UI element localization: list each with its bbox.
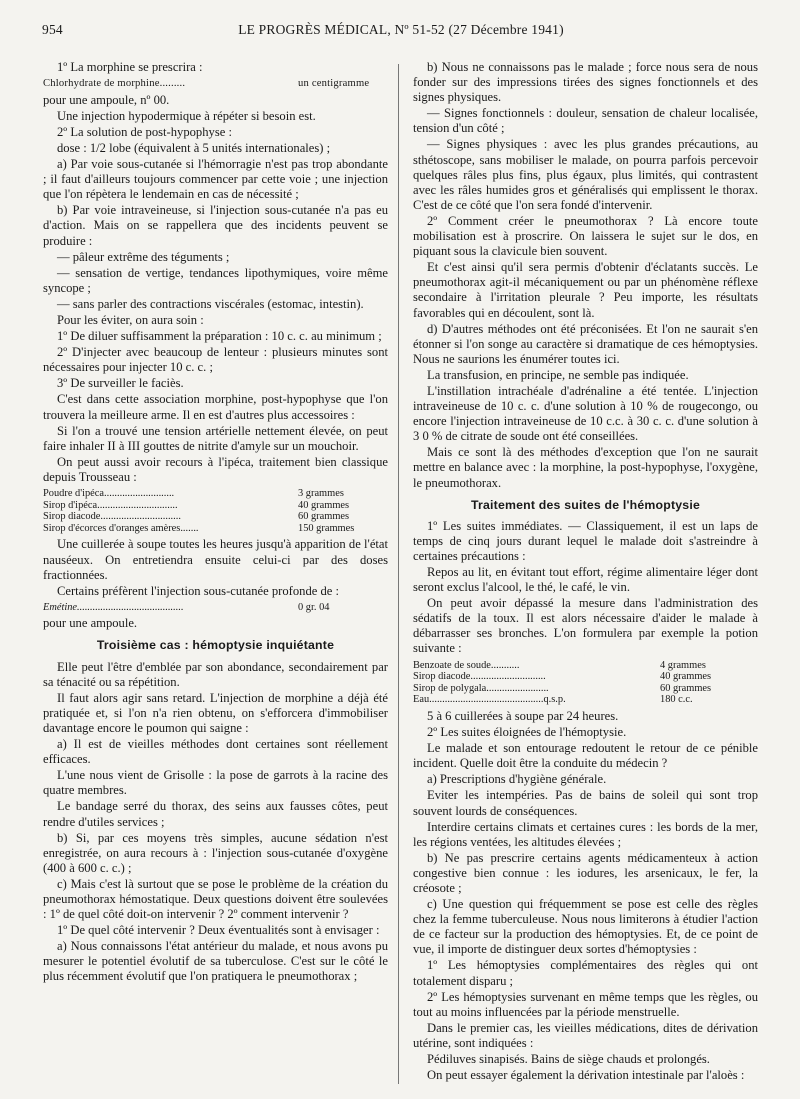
paragraph: b) Si, par ces moyens très simples, aucune sédation n'est enregistrée, on aura recours à : l'injection sous-cutanée d'oxygène (400 à 600 c. c.) ; [43,830,388,875]
prescription-name: Sirop diacode............................... [43,511,181,523]
paragraph: a) Il est de vieilles méthodes dont certaines sont réellement efficaces. [43,737,388,767]
paragraph: Certains préfèrent l'injection sous-cutanée profonde de : [57,583,340,598]
paragraph: 1º Les hémoptysies complémentaires des règles qui ont totalement disparu ; [413,958,758,988]
paragraph: 2º Les hémoptysies survenant en même temps que les règles, ou tout au moins influencées par la période menstruelle. [413,989,758,1019]
prescription-line [43,500,388,512]
paragraph: Le malade et son entourage redoutent le retour de ce pénible incident. Quelle doit être la conduite du médecin ? [413,741,758,771]
paragraph: Une injection hypodermique à répéter si besoin est. [57,108,316,123]
paragraph: c) Une question qui fréquemment se pose est celle des règles chez la femme tuberculeuse. Nous nous limiterons à étudier l'action de ce facteur sur la production des hémoptysies. Et, de ce point de vue, il importe de distinguer deux sortes d'hémoptysies : [413,897,758,957]
prescription-name: Sirop de polygala........................ [413,682,549,694]
paragraph: d) D'autres méthodes ont été préconisées. Et l'on ne saurait s'en étonner si l'on songe au caractère si dramatique de ces hémoptysies. Nous ne saurions les énumérer toutes ici. [413,321,758,366]
paragraph: Il faut alors agir sans retard. L'injection de morphine a déjà été pratiquée et, si l'on n'a rien obtenu, on s'efforcera d'immobiliser davantage encore le poumon qui saigne : [43,690,388,735]
paragraph: c) Mais c'est là surtout que se pose le problème de la création du pneumothorax hémostatique. Deux questions doivent être soulevées : 1º de quel côté doit-on intervenir ? 2º comment intervenir ? [43,876,388,922]
left-column [43,60,388,1090]
prescription-potion [413,660,758,706]
paragraph: 3º De surveiller le faciès. [57,376,184,391]
prescription-qty: 60 grammes [660,682,712,694]
paragraph: 2º La solution de post-hypophyse : [57,124,232,139]
prescription-ipeca [43,488,388,534]
prescription-line [43,523,388,535]
paragraph: 5 à 6 cuillerées à soupe par 24 heures. [427,708,619,723]
paragraph: pour une ampoule. [43,616,138,631]
paragraph: b) Nous ne connaissons pas le malade ; force nous sera de nous fonder sur des impressions tirées des signes fonctionnels et des signes physiques. [413,60,758,105]
prescription-morphine [43,78,388,90]
prescription-qty: 40 grammes [298,499,350,511]
prescription-line [413,671,758,683]
prescription-line [43,78,388,90]
prescription-name: Eau............................................q.s.p. [413,694,566,706]
paragraph: 2º D'injecter avec beaucoup de lenteur : plusieurs minutes sont nécessaires pour injecter 10 c. c. ; [43,345,388,375]
paragraph: Et c'est ainsi qu'il sera permis d'obtenir d'éclatants succès. Le pneumothorax agit-il mécaniquement ou par un phénomène réflexe secondaire à l'irritation pleurale ? Peu importe, les résultats favorables qui en découlent, sont là. [413,260,758,320]
prescription-qty: 4 grammes [660,659,706,671]
prescription-name: Emétine......................................... [43,601,184,613]
paragraph: 1º La morphine se prescrira : [57,60,203,74]
paragraph: Une cuillerée à soupe toutes les heures jusqu'à apparition de l'état nauséeux. On entretiendra ensuite celui-ci par des doses fractionnées. [43,537,388,582]
paragraph: pour une ampoule, nº 00. [43,92,170,107]
prescription-line [43,602,388,614]
paragraph: Pour les éviter, on aura soin : [57,313,204,327]
prescription-name: Sirop diacode............................. [413,671,546,683]
paragraph: L'une nous vient de Grisolle : la pose de garrots à la racine des quatre membres. [43,768,388,798]
column-divider [398,64,399,1084]
paragraph: Le bandage serré du thorax, des seins aux fausses côtes, peut rendre d'utiles services ; [43,799,388,829]
prescription-qty: 40 grammes [660,671,712,683]
paragraph: b) Ne pas prescrire certains agents médicamenteux à action congestive bien connue : les iodures, les arsenicaux, le fer, la créosote ; [413,850,758,895]
prescription-name: Sirop d'écorces d'oranges amères....... [43,522,199,534]
paragraph: On peut aussi avoir recours à l'ipéca, traitement bien classique depuis Trousseau : [43,454,388,484]
prescription-qty: un centigramme [298,78,370,90]
prescription-line [413,694,758,706]
paragraph: Dans le premier cas, les vieilles médications, dites de dérivation utérine, sont indiquées : [413,1020,758,1050]
prescription-emetine [43,602,388,614]
running-title: LE PROGRÈS MÉDICAL, Nº 51-52 (27 Décembre 1941) [238,22,564,37]
paragraph: Si l'on a trouvé une tension artérielle nettement élevée, on peut faire inhaler II à III gouttes de nitrite d'amyle sur un mouchoir. [43,423,388,453]
paragraph: Eviter les intempéries. Pas de bains de soleil qui sont trop souvent lourds de conséquences. [413,788,758,818]
paragraph: 1º De quel côté intervenir ? Deux éventualités sont à envisager : [57,923,380,938]
paragraph: 2º Comment créer le pneumothorax ? Là encore toute mobilisation est à proscrire. On laissera le sujet sur le dos, en piquant sous la clavicule bien souvent. [413,213,758,259]
prescription-qty: 0 gr. 04 [298,601,330,613]
paragraph: dose : 1/2 lobe (équivalent à 5 unités internationales) ; [57,140,331,155]
running-header [42,22,760,42]
prescription-name: Poudre d'ipéca........................... [43,488,175,500]
prescription-name: Sirop d'ipéca............................... [43,499,178,511]
paragraph: a) Prescriptions d'hygiène générale. [427,772,607,787]
paragraph: a) Nous connaissons l'état antérieur du malade, et nous avons pu mesurer le potentiel évolutif de sa tuberculose. C'est sur le côté le plus récemment évolutif que l'on pratiquera le pneumothorax ; [43,939,388,984]
paragraph: Elle peut l'être d'emblée par son abondance, secondairement par sa ténacité ou sa répétition. [43,659,388,689]
prescription-qty: 150 grammes [298,522,355,534]
prescription-line [413,683,758,695]
prescription-name: Benzoate de soude........... [413,659,520,671]
paragraph: On peut avoir dépassé la mesure dans l'administration des sédatifs de la toux. Il est alors nécessaire d'aider le malade à débarrasser ses bronches. L'on formulera par exemple la potion suivante : [413,596,758,656]
paragraph: a) Par voie sous-cutanée si l'hémorragie n'est pas trop abondante ; il faut d'ailleurs toujours commencer par cette voie ; une injection que l'on répètera le lendemain en cas de nécessité ; [43,157,388,202]
paragraph: Pédiluves sinapisés. Bains de siège chauds et prolongés. [427,1052,710,1066]
paragraph: — pâleur extrême des téguments ; [57,249,230,264]
prescription-line [413,660,758,672]
section-heading: Troisième cas : hémoptysie inquiétante [96,638,335,653]
prescription-line [43,488,388,500]
paragraph: — sans parler des contractions viscérales (estomac, intestin). [57,296,364,311]
paragraph: — Signes fonctionnels : douleur, sensation de chaleur localisée, tension d'un côté ; [413,106,758,136]
paragraph: Repos au lit, en évitant tout effort, régime alimentaire léger dont seront exclus l'alcool, le thé, le café, le vin. [413,565,758,595]
paragraph: La transfusion, en principe, ne semble pas indiquée. [427,367,689,382]
prescription-qty: 180 c.c. [660,694,693,706]
section-heading: Traitement des suites de l'hémoptysie [470,497,700,512]
paragraph: Interdire certains climats et certaines cures : les bords de la mer, les régions ventées, les altitudes élevées ; [413,819,758,849]
page-number: 954 [42,22,63,37]
paragraph: — sensation de vertige, tendances lipothymiques, voire même syncope ; [43,265,388,295]
paragraph: 1º Les suites immédiates. — Classiquement, il est un laps de temps de cinq jours durant lequel le malade doit s'astreindre à certaines précautions : [413,518,758,563]
paragraph: C'est dans cette association morphine, post-hypophyse que l'on trouvera la meilleure arme. Il en est d'autres plus accessoires : [43,392,388,422]
paragraph: — Signes physiques : avec les plus grandes précautions, au sthétoscope, sans mobiliser le malade, on pourra parfois percevoir quelques râles plus fins, plus égaux, plus limités, qui contrastent avec les râles humides gros et généralisés qui emplissent le thorax. C'est de ce côté que l'on sera fondé d'intervenir. [413,137,758,212]
prescription-name: Chlorhydrate de morphine......... [43,78,186,90]
prescription-qty: 3 grammes [298,488,344,500]
paragraph: 2º Les suites éloignées de l'hémoptysie. [427,725,627,740]
prescription-line [43,511,388,523]
right-column [413,60,758,1090]
paragraph: L'instillation intrachéale d'adrénaline a été tentée. L'injection intraveineuse de 10 c. c. d'une solution à 10 % de rougecongo, ou encore l'injection intraveineuse de 10 c.c. à 30 c. c. d'une solution à 3 0 % de citrate de soude ont été conseillées. [413,383,758,444]
paragraph: Mais ce sont là des méthodes d'exception que l'on ne saurait mettre en balance avec : la morphine, la post-hypophyse, l'oxygène, le pneumothorax. [413,445,758,490]
prescription-qty: 60 grammes [298,511,350,523]
paragraph: 1º De diluer suffisamment la préparation : 10 c. c. au minimum ; [57,329,382,344]
paragraph: b) Par voie intraveineuse, si l'injection sous-cutanée n'a pas eu d'action. Mais on se rappellera que des incidents peuvent se produire : [43,203,388,248]
paragraph: On peut essayer également la dérivation intestinale par l'aloès : [427,1068,745,1083]
